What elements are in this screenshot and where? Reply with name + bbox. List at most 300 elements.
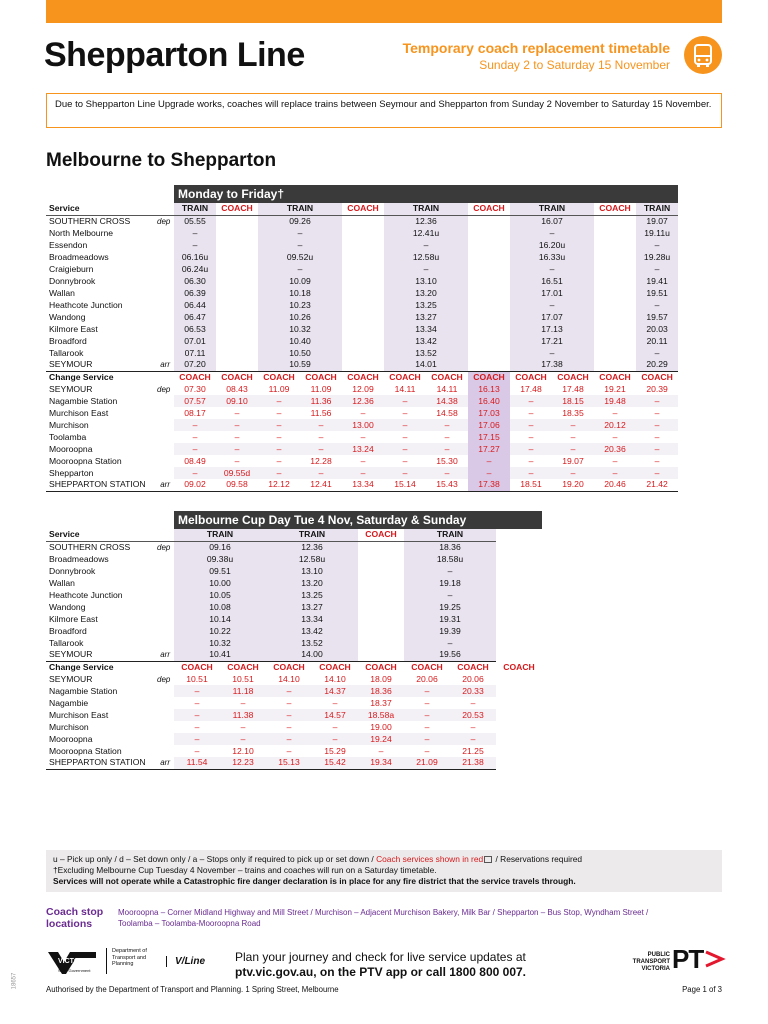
coach-time-cell: – <box>426 443 468 455</box>
time-cell: 13.27 <box>266 601 358 613</box>
coach-header: COACH <box>305 371 337 382</box>
coach-time-cell: – <box>528 431 534 442</box>
time-cell: – <box>510 347 594 359</box>
time-cell <box>594 323 636 335</box>
coach-header: COACH <box>389 371 421 382</box>
time-cell <box>594 311 636 323</box>
time-cell <box>468 263 510 275</box>
stop-dep-arr <box>154 419 174 431</box>
ptv-arrow-icon <box>704 948 726 970</box>
coach-time-cell: 13.34 <box>342 479 384 491</box>
time-cell: 19.31 <box>404 613 496 625</box>
time-cell: 13.52 <box>384 347 468 359</box>
table-title: Monday to Friday† <box>174 185 678 203</box>
stop-dep-arr <box>154 697 174 709</box>
coach-time-cell: 15.42 <box>312 757 358 769</box>
time-cell: – <box>510 263 594 275</box>
reservation-icon <box>484 856 492 863</box>
stop-name: Nagambie Station <box>49 685 118 696</box>
coach-time-cell: 17.48 <box>562 383 584 394</box>
time-cell: – <box>636 347 678 359</box>
coach-header: COACH <box>557 371 589 382</box>
time-cell: 18.36 <box>404 541 496 553</box>
time-cell <box>342 311 384 323</box>
time-cell: – <box>384 239 468 251</box>
ptv-small-text: PUBLIC TRANSPORT VICTORIA <box>632 952 670 972</box>
coach-time-cell: – <box>510 395 552 407</box>
coach-time-cell: – <box>528 407 534 418</box>
stop-name: Wandong <box>49 311 86 322</box>
coach-time-cell: 08.49 <box>184 455 206 466</box>
stop-name: Heathcote Junction <box>49 589 123 600</box>
coach-time-cell: – <box>470 697 476 708</box>
time-cell <box>594 239 636 251</box>
coach-time-cell: – <box>300 467 342 479</box>
coach-time-cell: 09.58 <box>216 479 258 491</box>
coach-time-cell: 20.06 <box>416 673 438 684</box>
coach-time-cell: – <box>384 467 426 479</box>
coach-time-cell: – <box>402 407 408 418</box>
stop-dep-arr <box>154 455 174 467</box>
stop-name: Kilmore East <box>49 323 98 334</box>
time-cell: 10.14 <box>174 613 266 625</box>
coach-time-cell: – <box>258 443 300 455</box>
time-cell: – <box>258 239 342 251</box>
coach-time-cell: – <box>404 685 450 697</box>
time-cell <box>358 649 404 661</box>
coach-time-cell: 12.36 <box>342 395 384 407</box>
section-title: Melbourne to Shepparton <box>46 150 277 171</box>
coach-time-cell: – <box>360 407 366 418</box>
stop-dep-arr <box>154 431 174 443</box>
time-cell <box>216 251 258 263</box>
coach-time-cell: – <box>258 419 300 431</box>
time-cell: 19.57 <box>636 311 678 323</box>
time-cell <box>358 625 404 637</box>
coach-time-cell: – <box>332 697 338 708</box>
coach-time-cell: – <box>424 745 430 756</box>
stop-dep-arr <box>154 323 174 335</box>
time-cell: 14.01 <box>384 359 468 371</box>
time-cell <box>468 227 510 239</box>
time-cell: – <box>404 637 496 649</box>
time-cell: 19.41 <box>636 275 678 287</box>
stop-dep-arr <box>154 709 174 721</box>
stop-name: Donnybrook <box>49 275 96 286</box>
coach-time-cell: 13.24 <box>342 443 384 455</box>
time-cell: 10.22 <box>174 625 266 637</box>
time-cell <box>594 359 636 371</box>
timetable-subheading <box>403 40 670 72</box>
time-cell <box>358 577 404 589</box>
time-cell: 07.11 <box>174 347 216 359</box>
stop-name: Mooroopna <box>49 733 93 744</box>
stop-name: SOUTHERN CROSS <box>49 541 131 552</box>
time-cell: 09.16 <box>174 541 266 553</box>
coach-time-cell: 13.00 <box>342 419 384 431</box>
time-cell <box>594 287 636 299</box>
coach-header: COACH <box>181 661 213 672</box>
time-cell: – <box>636 263 678 275</box>
timetable-weekend <box>46 511 542 770</box>
coach-time-cell: – <box>258 395 300 407</box>
header-blank <box>154 529 174 541</box>
stop-dep-arr <box>154 553 174 565</box>
time-cell: 06.39 <box>174 287 216 299</box>
coach-time-cell: 16.40 <box>468 395 510 407</box>
stop-name: Wallan <box>49 577 75 588</box>
coach-time-cell: – <box>194 697 200 708</box>
time-cell: 20.11 <box>636 335 678 347</box>
coach-stop-locations: Mooroopna – Corner Midland Highway and Mill Street / Murchison – Adjacent Murchison Bakery, Milk Bar / Shepparton – Bus Stop, Wyndham Street / Toolamba – Toolamba-Mooroopna Road <box>118 908 649 928</box>
time-cell <box>594 275 636 287</box>
time-cell: – <box>258 227 342 239</box>
time-cell: 10.23 <box>258 299 342 311</box>
time-cell <box>216 335 258 347</box>
coach-time-cell: – <box>258 467 300 479</box>
stop-dep-arr: dep <box>157 216 171 226</box>
stop-name: North Melbourne <box>49 227 114 238</box>
time-cell: 14.00 <box>266 649 358 661</box>
time-cell: 19.56 <box>404 649 496 661</box>
time-cell: 16.51 <box>510 275 594 287</box>
coach-time-cell: 19.00 <box>370 721 392 732</box>
header-mode: COACH <box>216 203 258 215</box>
time-cell: 17.38 <box>510 359 594 371</box>
stop-name: Broadmeadows <box>49 251 109 262</box>
change-service-label: Change Service <box>49 661 114 672</box>
coach-time-cell: 20.39 <box>646 383 668 394</box>
stop-dep-arr <box>154 577 174 589</box>
coach-time-cell: 20.12 <box>594 419 636 431</box>
time-cell: 13.42 <box>384 335 468 347</box>
coach-time-cell: 20.46 <box>594 479 636 491</box>
time-cell <box>216 323 258 335</box>
header-service: Service <box>46 529 154 541</box>
coach-time-cell: – <box>174 443 216 455</box>
coach-time-cell: 18.58a <box>358 709 404 721</box>
coach-header: COACH <box>221 371 253 382</box>
time-cell <box>342 215 384 227</box>
coach-time-cell: – <box>378 745 384 756</box>
coach-time-cell: 17.06 <box>468 419 510 431</box>
coach-time-cell: – <box>424 721 430 732</box>
coach-time-cell: 15.29 <box>324 745 346 756</box>
time-cell: – <box>404 565 496 577</box>
stop-name: SEYMOUR <box>49 383 93 394</box>
coach-time-cell: 17.03 <box>468 407 510 419</box>
coach-time-cell: – <box>636 467 678 479</box>
header-blank <box>154 203 174 215</box>
time-cell <box>342 359 384 371</box>
coach-time-cell: – <box>286 697 292 708</box>
time-cell: 05.55 <box>174 215 216 227</box>
header-service: Service <box>46 203 154 215</box>
coach-time-cell: 18.51 <box>510 479 552 491</box>
time-cell: 18.58u <box>404 553 496 565</box>
coach-time-cell: – <box>174 685 220 697</box>
stop-dep-arr <box>154 745 174 757</box>
stop-name: Murchison East <box>49 407 109 418</box>
blank-cell <box>154 511 174 529</box>
coach-time-cell: – <box>342 467 384 479</box>
coach-header: COACH <box>365 661 397 672</box>
time-cell <box>216 287 258 299</box>
stop-dep-arr <box>154 335 174 347</box>
time-cell <box>594 227 636 239</box>
notice-box: Due to Shepparton Line Upgrade works, coaches will replace trains between Seymour and Shepparton from Sunday 2 November to Saturday 15 November. <box>46 93 722 128</box>
time-cell: 17.01 <box>510 287 594 299</box>
coach-time-cell: 11.18 <box>220 685 266 697</box>
stop-dep-arr <box>154 589 174 601</box>
time-cell: 13.27 <box>384 311 468 323</box>
coach-time-cell: 11.54 <box>174 757 220 769</box>
stop-dep-arr <box>154 721 174 733</box>
stop-name: Murchison <box>49 721 89 732</box>
coach-time-cell: – <box>552 443 594 455</box>
blank-cell <box>154 185 174 203</box>
coach-time-cell: – <box>470 721 476 732</box>
stop-name: SEYMOUR <box>49 673 93 684</box>
time-cell <box>358 565 404 577</box>
stop-dep-arr: arr <box>154 757 174 769</box>
time-cell <box>468 239 510 251</box>
header-mode: TRAIN <box>384 203 468 215</box>
time-cell <box>342 251 384 263</box>
coach-time-cell: – <box>276 407 282 418</box>
time-cell <box>342 299 384 311</box>
ptv-pt-text: PT <box>672 944 704 974</box>
coach-time-cell: 15.14 <box>384 479 426 491</box>
coach-time-cell: – <box>570 431 576 442</box>
time-cell <box>216 311 258 323</box>
time-cell: 12.36 <box>384 215 468 227</box>
time-cell: 17.13 <box>510 323 594 335</box>
stop-name: SOUTHERN CROSS <box>49 215 131 226</box>
time-cell: 19.11u <box>636 227 678 239</box>
time-cell <box>358 637 404 649</box>
stop-dep-arr <box>154 227 174 239</box>
time-cell <box>342 239 384 251</box>
time-cell: 09.38u <box>174 553 266 565</box>
time-cell: 10.00 <box>174 577 266 589</box>
time-cell <box>468 347 510 359</box>
time-cell: 12.58u <box>384 251 468 263</box>
header-mode: TRAIN <box>174 203 216 215</box>
coach-header: COACH <box>431 371 463 382</box>
coach-time-cell: – <box>402 431 408 442</box>
coach-header: COACH <box>599 371 631 382</box>
coach-time-cell: 19.24 <box>358 733 404 745</box>
coach-time-cell: 11.38 <box>220 709 266 721</box>
time-cell <box>594 263 636 275</box>
stop-dep-arr <box>154 733 174 745</box>
time-cell: 13.52 <box>266 637 358 649</box>
coach-time-cell: – <box>384 419 426 431</box>
coach-time-cell: 14.10 <box>324 673 346 684</box>
stop-name: Broadmeadows <box>49 553 109 564</box>
stop-dep-arr: dep <box>157 674 171 684</box>
stop-name: Toolamba <box>49 431 87 442</box>
stop-name: Tallarook <box>49 637 84 648</box>
coach-time-cell: 09.10 <box>216 395 258 407</box>
time-cell <box>342 323 384 335</box>
coach-time-cell: 14.57 <box>312 709 358 721</box>
stop-dep-arr <box>154 601 174 613</box>
time-cell: 13.10 <box>384 275 468 287</box>
coach-time-cell: – <box>654 407 660 418</box>
footnote-red-legend: Coach services shown in red <box>376 854 484 864</box>
coach-time-cell: – <box>612 407 618 418</box>
header-mode: TRAIN <box>636 203 678 215</box>
coach-time-cell: – <box>234 431 240 442</box>
coach-time-cell: 20.53 <box>450 709 496 721</box>
time-cell: 13.10 <box>266 565 358 577</box>
time-cell <box>342 227 384 239</box>
coach-time-cell: – <box>300 419 342 431</box>
coach-header: COACH <box>319 661 351 672</box>
coach-time-cell: 14.10 <box>278 673 300 684</box>
coach-time-cell: – <box>384 395 426 407</box>
time-cell: 13.20 <box>266 577 358 589</box>
authorisation: Authorised by the Department of Transport and Planning. 1 Spring Street, Melbourne <box>46 985 339 994</box>
stop-dep-arr <box>154 347 174 359</box>
coach-time-cell: 18.09 <box>370 673 392 684</box>
header-mode: TRAIN <box>404 529 496 541</box>
doc-code: 18657 <box>11 972 18 990</box>
coach-stop-label-1: Coach stop <box>46 906 104 918</box>
time-cell: 06.44 <box>174 299 216 311</box>
time-cell <box>342 287 384 299</box>
coach-time-cell: – <box>174 419 216 431</box>
coach-header: COACH <box>347 371 379 382</box>
coach-time-cell: 17.15 <box>468 431 510 443</box>
coach-time-cell: 14.37 <box>312 685 358 697</box>
time-cell: 06.47 <box>174 311 216 323</box>
stop-name: Mooroopna Station <box>49 455 122 466</box>
coach-time-cell: 12.12 <box>258 479 300 491</box>
time-cell: 07.01 <box>174 335 216 347</box>
coach-time-cell: 20.36 <box>594 443 636 455</box>
stop-name: Wandong <box>49 601 86 612</box>
time-cell: 13.34 <box>384 323 468 335</box>
coach-time-cell: 18.35 <box>562 407 584 418</box>
plan-journey <box>235 950 526 980</box>
table-title: Melbourne Cup Day Tue 4 Nov, Saturday & Sunday <box>174 511 542 529</box>
coach-header: COACH <box>515 371 547 382</box>
coach-time-cell: 11.56 <box>310 407 332 418</box>
time-cell: 20.03 <box>636 323 678 335</box>
coach-time-cell: 18.36 <box>358 685 404 697</box>
time-cell <box>358 541 404 553</box>
stop-dep-arr <box>154 299 174 311</box>
blank-cell <box>46 511 154 529</box>
header-mode: COACH <box>358 529 404 541</box>
coach-time-cell: – <box>240 721 246 732</box>
stop-name: Murchison East <box>49 709 109 720</box>
time-cell: 07.20 <box>174 359 216 371</box>
coach-time-cell: 15.13 <box>266 757 312 769</box>
coach-time-cell: – <box>426 419 468 431</box>
coach-time-cell: – <box>194 721 200 732</box>
coach-time-cell: – <box>426 467 468 479</box>
stop-name: Kilmore East <box>49 613 98 624</box>
coach-time-cell: 07.30 <box>184 383 206 394</box>
time-cell: 10.59 <box>258 359 342 371</box>
coach-time-cell: – <box>654 455 660 466</box>
time-cell <box>468 275 510 287</box>
coach-time-cell: 15.43 <box>426 479 468 491</box>
stop-name: Donnybrook <box>49 565 96 576</box>
coach-time-cell: – <box>402 455 408 466</box>
header-mode: COACH <box>468 203 510 215</box>
stop-name: Mooroopna Station <box>49 745 122 756</box>
time-cell <box>216 299 258 311</box>
coach-time-cell: – <box>266 709 312 721</box>
stop-dep-arr: dep <box>157 384 171 394</box>
time-cell <box>594 347 636 359</box>
time-cell <box>216 359 258 371</box>
coach-header: COACH <box>273 661 305 672</box>
coach-time-cell: – <box>360 455 366 466</box>
time-cell <box>216 263 258 275</box>
header-mode: COACH <box>594 203 636 215</box>
coach-time-cell: – <box>468 467 510 479</box>
coach-header: COACH <box>227 661 259 672</box>
coach-time-cell: 11.09 <box>310 383 332 394</box>
coach-time-cell: 19.34 <box>358 757 404 769</box>
coach-time-cell: 11.36 <box>300 395 342 407</box>
coach-stop-label-2: locations <box>46 918 93 930</box>
dept-logo: Department of Transport and Planning <box>106 948 161 974</box>
header-mode: COACH <box>342 203 384 215</box>
coach-time-cell: – <box>234 407 240 418</box>
time-cell <box>358 553 404 565</box>
bus-icon <box>684 36 722 74</box>
time-cell: 06.16u <box>174 251 216 263</box>
stop-name: Murchison <box>49 419 89 430</box>
coach-time-cell: 19.07 <box>562 455 584 466</box>
time-cell: 06.30 <box>174 275 216 287</box>
coach-time-cell: – <box>192 431 198 442</box>
time-cell: 16.20u <box>510 239 594 251</box>
time-cell: 13.20 <box>384 287 468 299</box>
stop-name: Shepparton <box>49 467 94 478</box>
coach-time-cell: – <box>312 733 358 745</box>
time-cell: 13.34 <box>266 613 358 625</box>
coach-time-cell: 14.38 <box>426 395 468 407</box>
coach-time-cell: 21.25 <box>462 745 484 756</box>
time-cell: 12.36 <box>266 541 358 553</box>
time-cell <box>216 227 258 239</box>
coach-time-cell: – <box>404 709 450 721</box>
time-cell: – <box>404 589 496 601</box>
stop-name: Wallan <box>49 287 75 298</box>
coach-time-cell: 19.20 <box>552 479 594 491</box>
state-gov-text: State Government <box>58 968 91 973</box>
coach-time-cell: 10.51 <box>232 673 254 684</box>
coach-time-cell: 09.02 <box>174 479 216 491</box>
victoria-logo <box>46 948 98 976</box>
coach-time-cell: – <box>594 467 636 479</box>
time-cell: – <box>384 263 468 275</box>
time-cell <box>342 275 384 287</box>
stop-name: SHEPPARTON STATION <box>46 479 154 491</box>
time-cell <box>468 287 510 299</box>
blank-cell <box>154 661 174 673</box>
time-cell <box>216 347 258 359</box>
coach-time-cell: 21.38 <box>450 757 496 769</box>
